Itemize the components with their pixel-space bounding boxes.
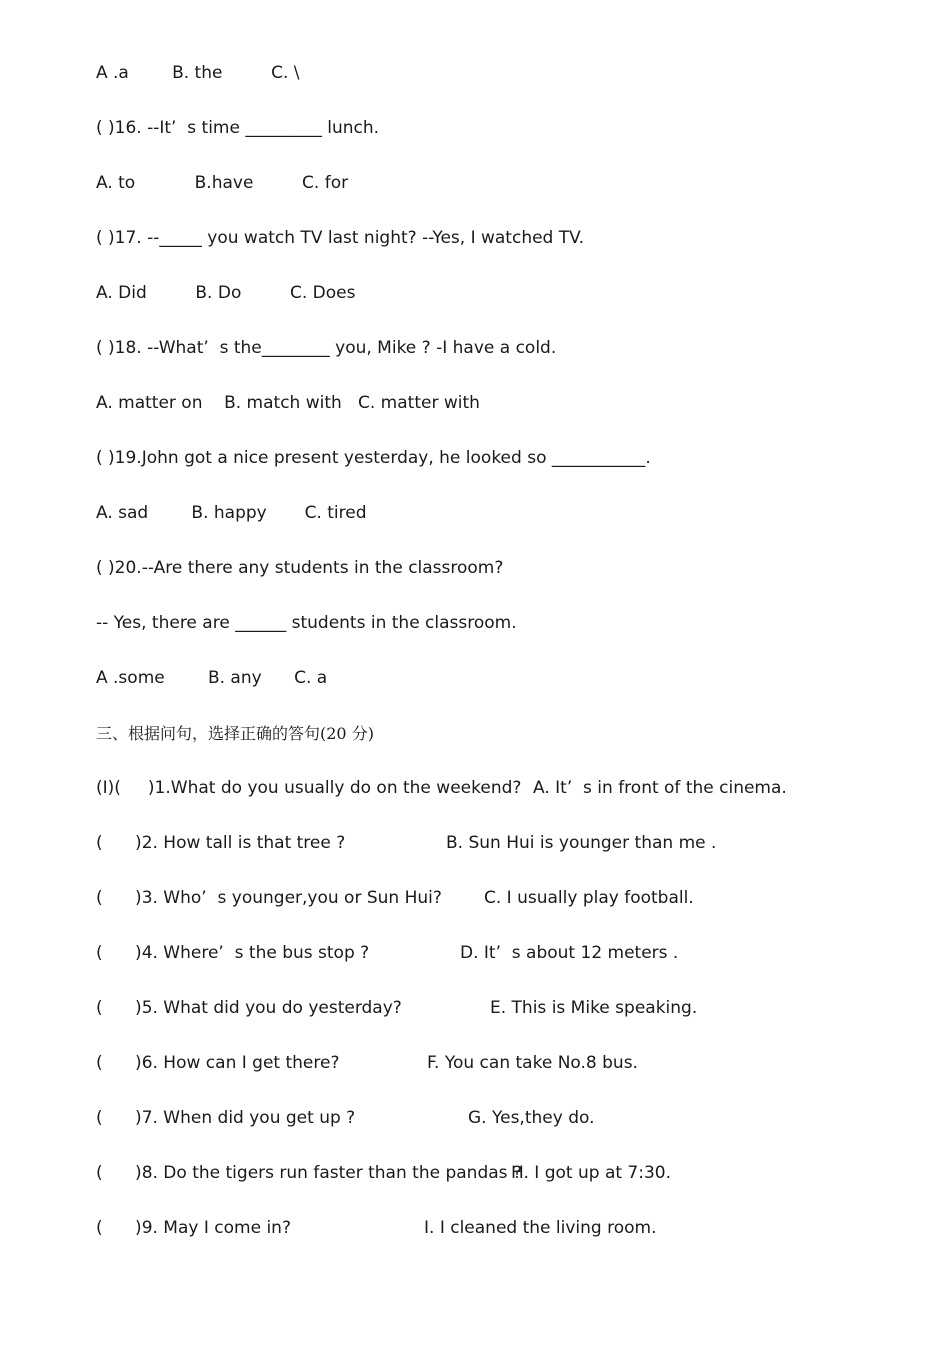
match-answer-h: H. I got up at 7:30.	[511, 1163, 672, 1183]
options-18: A. matter on B. match with C. matter with	[96, 393, 480, 413]
match-question-2: ( )2. How tall is that tree ?	[96, 833, 346, 853]
question-17: ( )17. --_____ you watch TV last night? --Yes, I watched TV.	[96, 228, 584, 248]
match-question-4: ( )4. Where’ s the bus stop ?	[96, 943, 370, 963]
options-16: A. to B.have C. for	[96, 173, 349, 193]
match-question-8: ( )8. Do the tigers run faster than the pandas ?	[96, 1163, 522, 1183]
match-question-1: (I)( )1.What do you usually do on the weekend?	[96, 778, 522, 798]
question-18: ( )18. --What’ s the________ you, Mike ? -I have a cold.	[96, 338, 557, 358]
options-20: A .some B. any C. a	[96, 668, 328, 688]
match-question-6: ( )6. How can I get there?	[96, 1053, 340, 1073]
question-19: ( )19.John got a nice present yesterday, he looked so ___________.	[96, 448, 651, 468]
question-20-answer-line: -- Yes, there are ______ students in the classroom.	[96, 613, 517, 633]
match-answer-i: I. I cleaned the living room.	[424, 1218, 657, 1238]
match-answer-a: A. It’ s in front of the cinema.	[533, 778, 787, 798]
match-answer-e: E. This is Mike speaking.	[490, 998, 698, 1018]
match-answer-g: G. Yes,they do.	[468, 1108, 595, 1128]
question-20: ( )20.--Are there any students in the classroom?	[96, 558, 504, 578]
match-answer-c: C. I usually play football.	[484, 888, 694, 908]
options-17: A. Did B. Do C. Does	[96, 283, 356, 303]
section-3-heading: 三、根据问句，选择正确的答句(20 分)	[96, 724, 374, 743]
options-15: A .a B. the C. \	[96, 63, 300, 83]
match-answer-d: D. It’ s about 12 meters .	[460, 943, 679, 963]
question-16: ( )16. --It’ s time _________ lunch.	[96, 118, 380, 138]
match-question-9: ( )9. May I come in?	[96, 1218, 291, 1238]
options-19: A. sad B. happy C. tired	[96, 503, 367, 523]
match-question-7: ( )7. When did you get up ?	[96, 1108, 356, 1128]
match-question-5: ( )5. What did you do yesterday?	[96, 998, 402, 1018]
match-question-3: ( )3. Who’ s younger,you or Sun Hui?	[96, 888, 442, 908]
match-answer-b: B. Sun Hui is younger than me .	[446, 833, 717, 853]
match-answer-f: F. You can take No.8 bus.	[427, 1053, 638, 1073]
